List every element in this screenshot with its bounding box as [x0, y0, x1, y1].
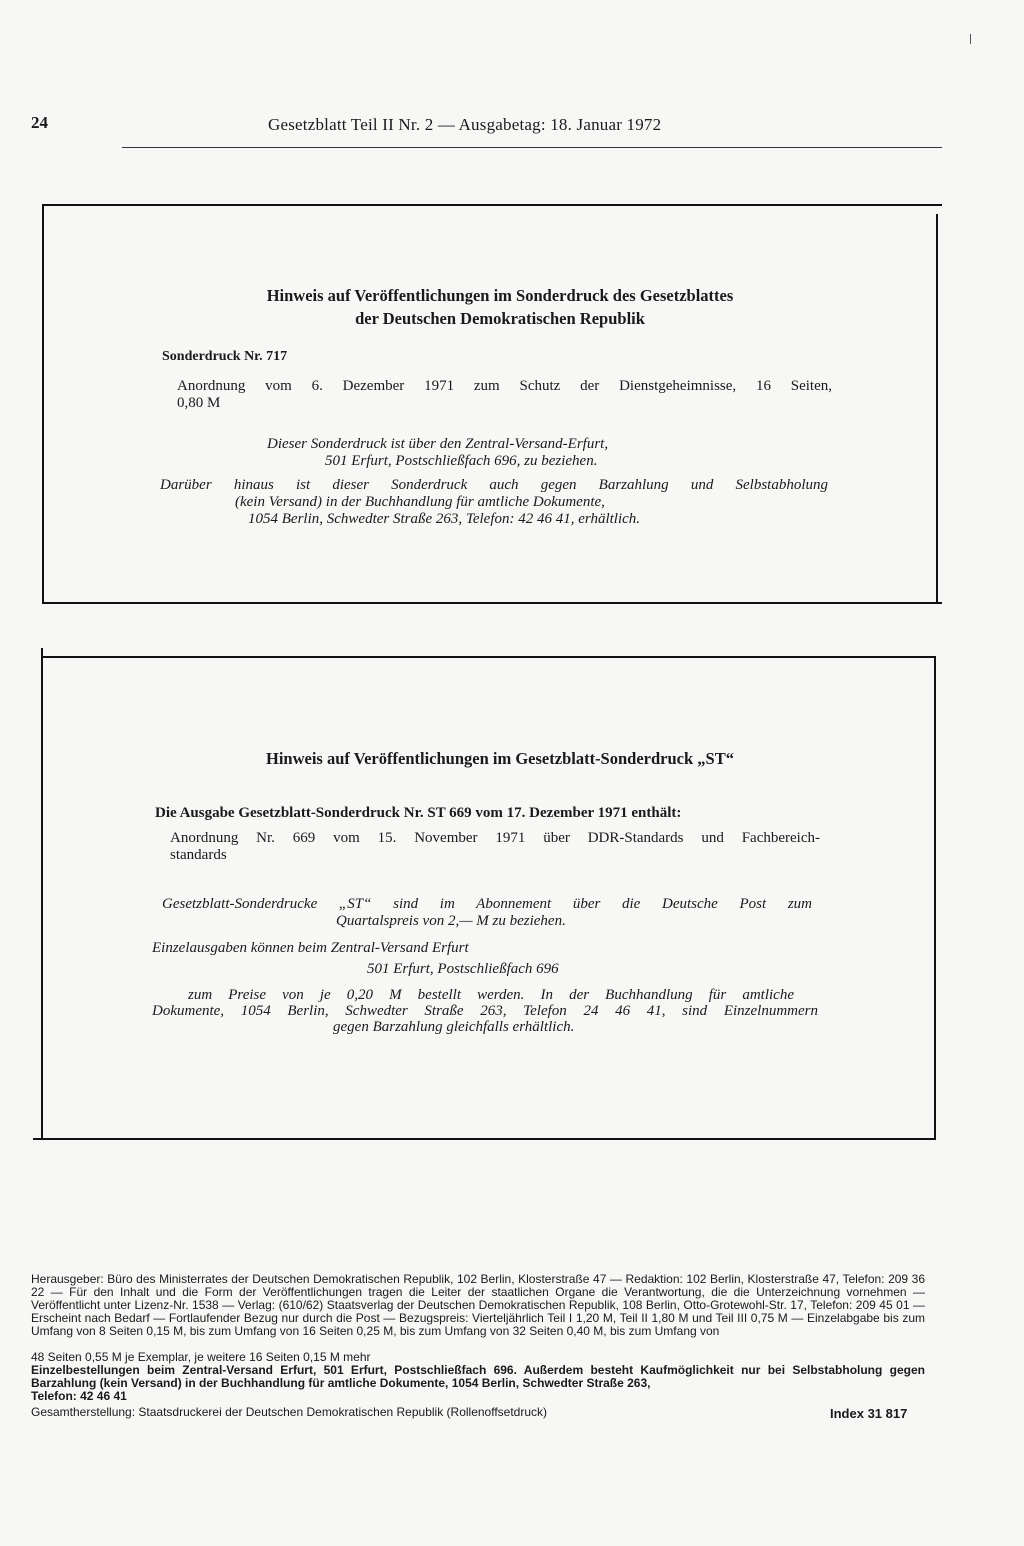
imprint-last-line: 48 Seiten 0,55 M je Exemplar, je weitere 16 Seiten 0,15 M mehr [31, 1350, 371, 1364]
note1-line2: 501 Erfurt, Postschließfach 696, zu beziehen. [325, 453, 598, 469]
note1-line1: Dieser Sonderdruck ist über den Zentral-Versand-Erfurt, [267, 436, 609, 452]
st-note1-line1: Gesetzblatt-Sonderdrucke „ST“ sind im Abonnement über die Deutsche Post zum [162, 896, 812, 912]
st-entry-line1: Anordnung Nr. 669 vom 15. November 1971 über DDR-Standards und Fachbereich- [170, 830, 820, 846]
note2-line2: (kein Versand) in der Buchhandlung für amtliche Dokumente, [235, 494, 605, 510]
st-note1-line2: Quartalspreis von 2,— M zu beziehen. [336, 913, 566, 929]
st-heading: Hinweis auf Veröffentlichungen im Gesetzblatt-Sonderdruck „ST“ [266, 749, 734, 768]
box-border-bottom [33, 1138, 936, 1140]
st-entry-line2: standards [170, 847, 227, 863]
box-border-left [41, 648, 43, 1140]
ordering-text: Einzelbestellungen beim Zentral-Versand Erfurt, 501 Erfurt, Postschließfach 696. Außerdem besteht Kaufmöglichkeit nur bei Selbstabholung gegen Barzahlung (kein Versand) in der Buchhandlung für amtliche Dokumente, 1054 Berlin, Schwedter Straße 263, [31, 1363, 925, 1390]
notice-heading-line2: der Deutschen Demokratischen Republik [355, 309, 645, 328]
box-border-top [43, 656, 936, 658]
box-border-left [42, 204, 44, 604]
page-header-title: Gesetzblatt Teil II Nr. 2 — Ausgabetag: 18. Januar 1972 [268, 115, 662, 134]
entry-line2: 0,80 M [177, 395, 221, 411]
ordering-phone: Telefon: 42 46 41 [31, 1389, 127, 1403]
imprint-paragraph [31, 1273, 925, 1338]
box-border-right [936, 214, 938, 604]
st-issue-label: Die Ausgabe Gesetzblatt-Sonderdruck Nr. ST 669 vom 17. Dezember 1971 enthält: [155, 805, 682, 821]
note2-line3: 1054 Berlin, Schwedter Straße 263, Telefon: 42 46 41, erhältlich. [248, 511, 641, 527]
ordering-paragraph [31, 1364, 925, 1390]
header-rule [122, 147, 942, 148]
st-note2-line1: Einzelausgaben können beim Zentral-Versand Erfurt [152, 940, 469, 956]
entry-line1: Anordnung vom 6. Dezember 1971 zum Schutz der Dienstgeheimnisse, 16 Seiten, [177, 378, 832, 394]
st-note3-line3: gegen Barzahlung gleichfalls erhältlich. [333, 1019, 575, 1035]
box-border-right [934, 656, 936, 1140]
notice-box-st [33, 648, 936, 1140]
st-note3-line2: Dokumente, 1054 Berlin, Schwedter Straße 263, Telefon 24 46 41, sind Einzelnummern [152, 1003, 818, 1019]
box-border-top [42, 204, 942, 206]
box-border-bottom [42, 602, 942, 604]
printer-credit: Gesamtherstellung: Staatsdruckerei der Deutschen Demokratischen Republik (Rollenoffsetdruck) [31, 1405, 548, 1419]
index-number: Index 31 817 [830, 1406, 908, 1421]
page-number: 24 [31, 113, 48, 132]
imprint-text: Herausgeber: Büro des Ministerrates der Deutschen Demokratischen Republik, 102 Berlin, Klosterstraße 47 — Redaktion: 102 Berlin, Klosterstraße 47, Telefon: 209 36 22 — Für den Inhalt und die Form der Veröffentlichungen tragen die Leiter der staatlichen Organe die Verantwortung, die die Unterzeichnung vornehmen — Veröffentlicht unter Lizenz-Nr. 1538 — Verlag: (610/62) Staatsverlag der Deutschen Demokratischen Republik, 108 Berlin, Otto-Grotewohl-Str. 17, Telefon: 209 45 01 — Erscheint nach Bedarf — Fortlaufender Bezug nur durch die Post — Bezugspreis: Vierteljährlich Teil I 1,20 M, Teil II 1,80 M und Teil III 0,75 M — Einzelabgabe bis zum Umfang von 8 Seiten 0,15 M, bis zum Umfang von 16 Seiten 0,25 M, bis zum Umfang von 32 Seiten 0,40 M, bis zum Umfang von [31, 1272, 925, 1338]
note2-line1: Darüber hinaus ist dieser Sonderdruck auch gegen Barzahlung und Selbstabholung [160, 477, 828, 493]
margin-mark [970, 34, 971, 44]
notice-heading-line1: Hinweis auf Veröffentlichungen im Sonderdruck des Gesetzblattes [266, 286, 734, 305]
st-note2-line2: 501 Erfurt, Postschließfach 696 [367, 961, 559, 977]
st-note3-line1: zum Preise von je 0,20 M bestellt werden. In der Buchhandlung für amtliche [188, 987, 794, 1003]
sonderdruck-label: Sonderdruck Nr. 717 [162, 349, 288, 364]
